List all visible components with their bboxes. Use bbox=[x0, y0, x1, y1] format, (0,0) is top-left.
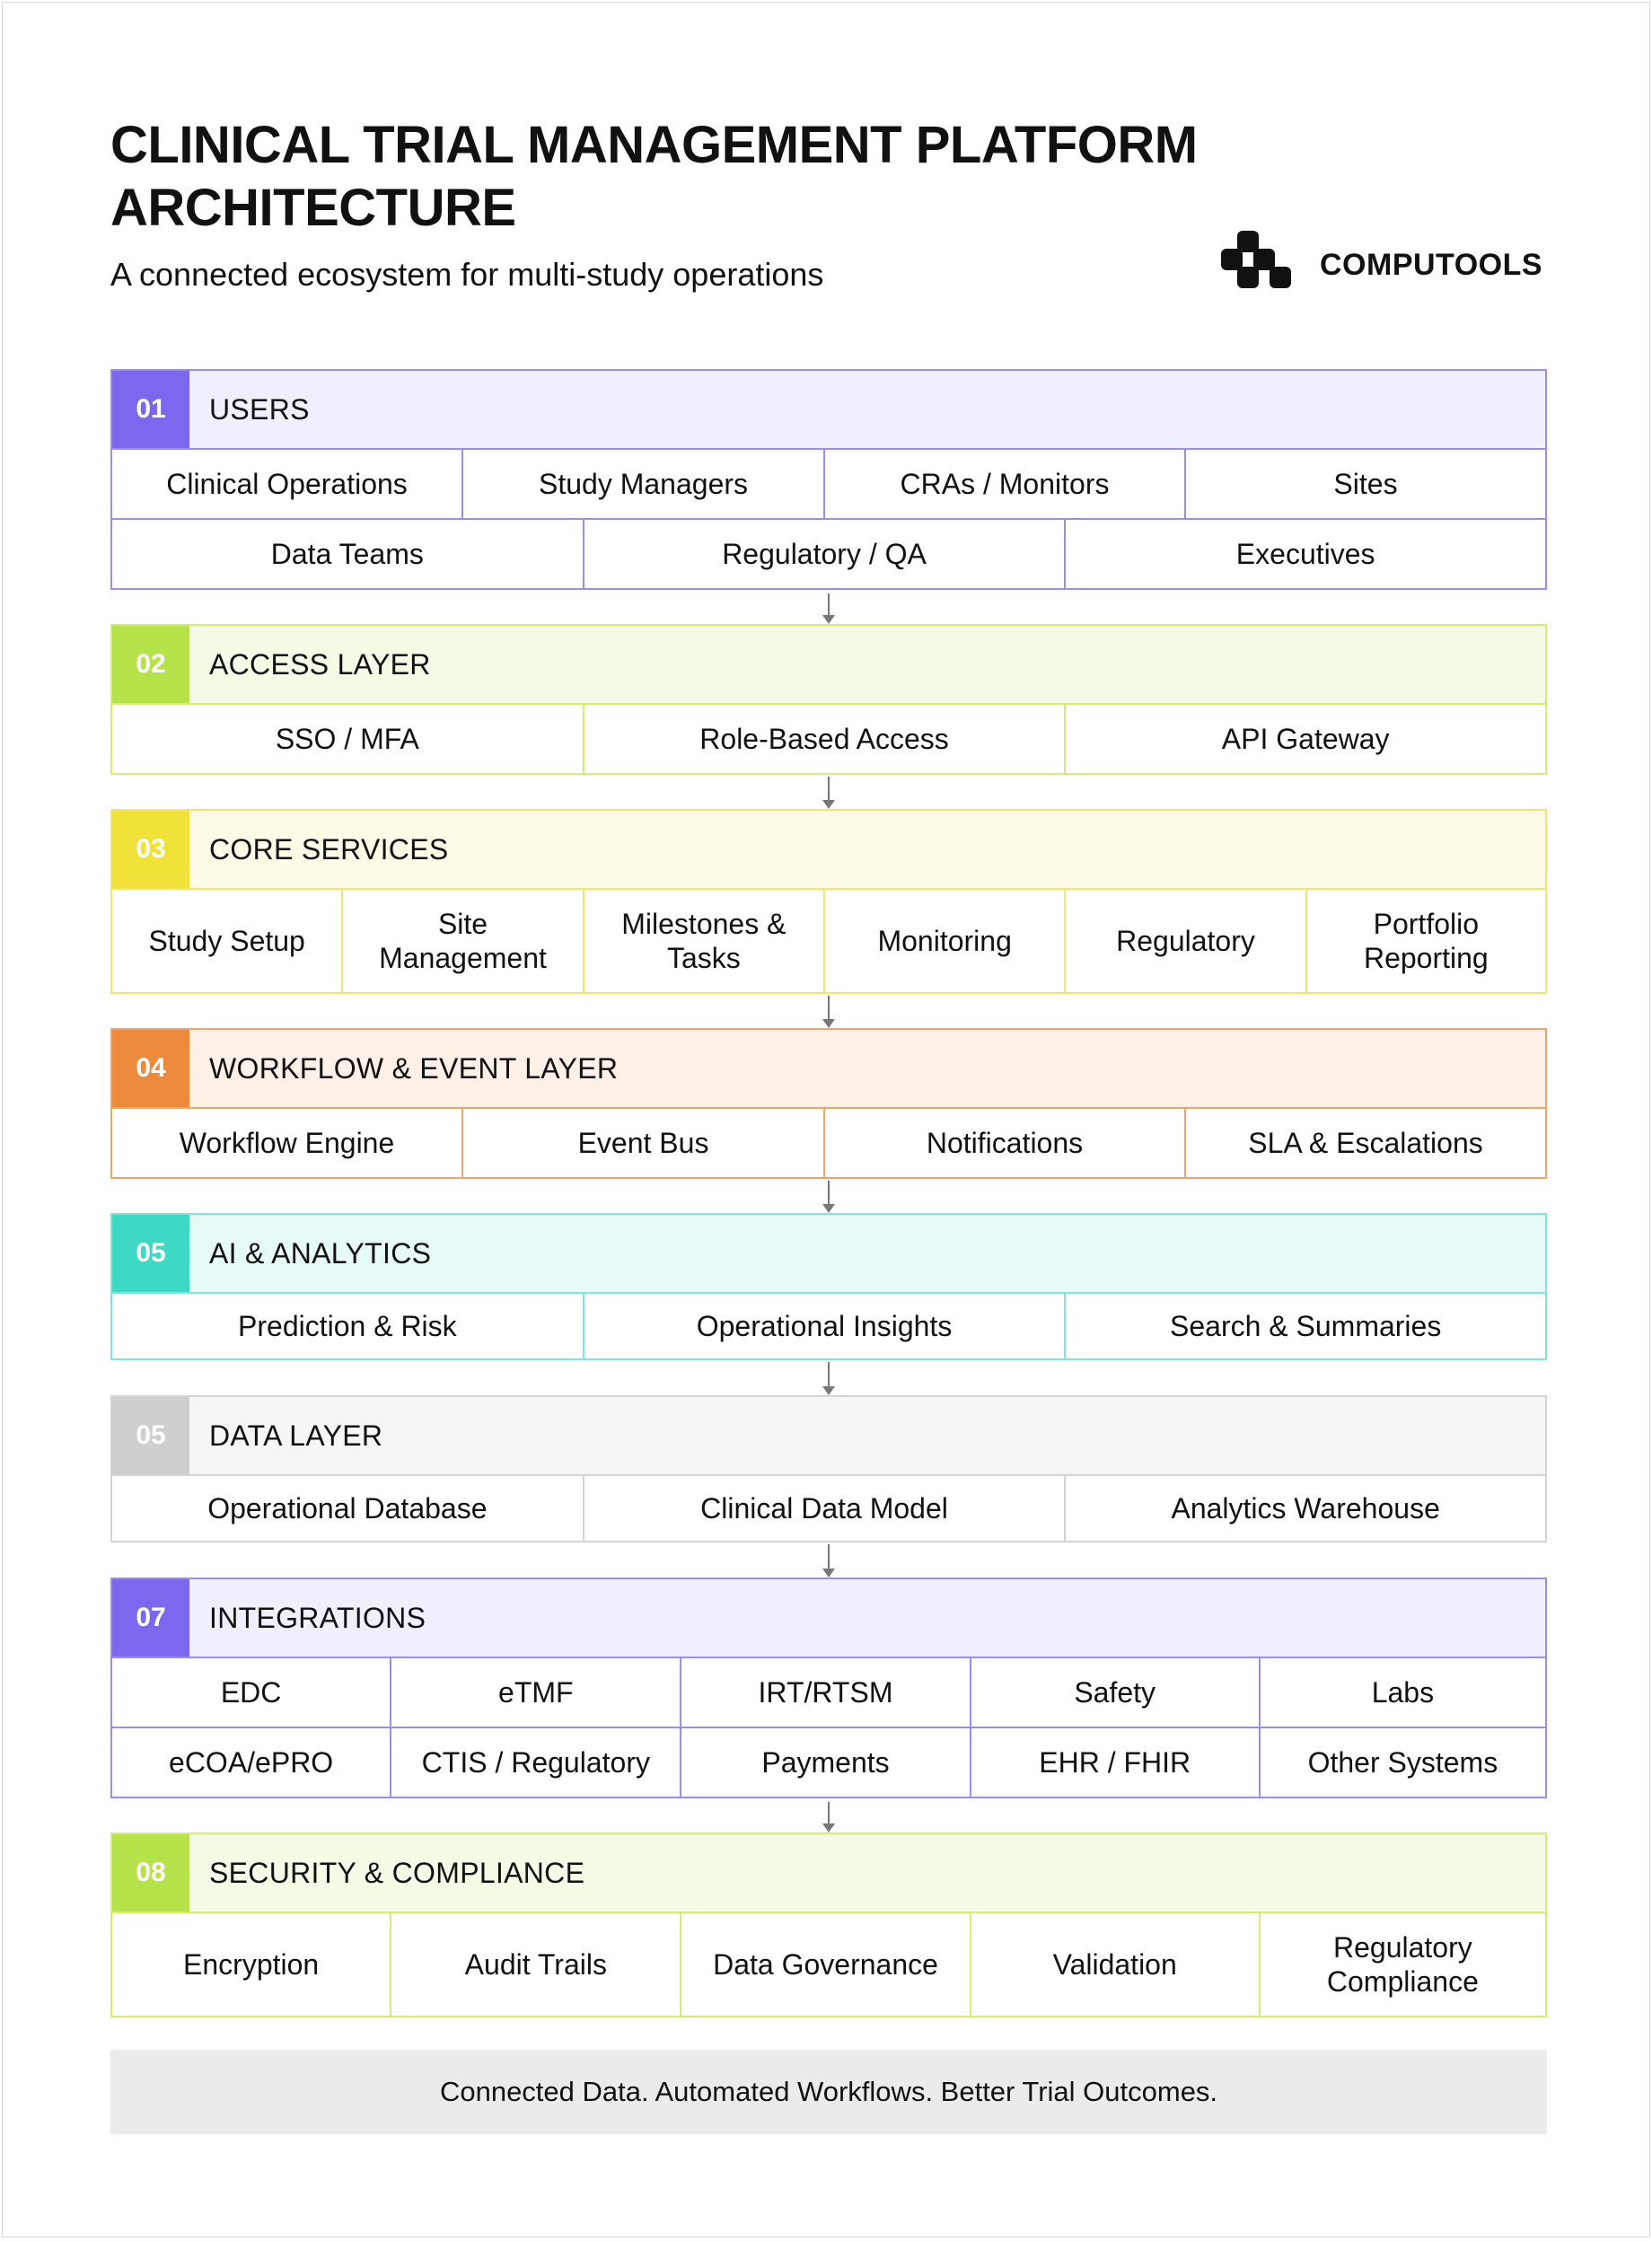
component-cell: Milestones & Tasks bbox=[583, 890, 823, 992]
architecture-poster bbox=[2, 2, 1650, 2237]
component-cell: Study Setup bbox=[148, 925, 305, 957]
flow-arrow bbox=[827, 1362, 830, 1395]
layer-number-badge: 01 bbox=[112, 371, 189, 448]
layer-row bbox=[112, 448, 1545, 518]
component-cell: Analytics Warehouse bbox=[1064, 1476, 1545, 1541]
component-cell: Audit Trails bbox=[390, 1913, 680, 2016]
layer-header bbox=[112, 1030, 1545, 1107]
layer-number-badge: 03 bbox=[112, 811, 189, 888]
component-cell: Event Bus bbox=[461, 1109, 823, 1177]
flow-arrow bbox=[827, 1181, 830, 1213]
component-cell: SLA & Escalations bbox=[1184, 1109, 1545, 1177]
component-cell: Regulatory bbox=[1064, 890, 1305, 992]
component-cell: Role-Based Access bbox=[583, 705, 1065, 773]
layer-number-badge: 05 bbox=[112, 1397, 189, 1474]
component-cell: Search & Summaries bbox=[1064, 1294, 1545, 1358]
computools-logo-icon bbox=[1219, 229, 1305, 301]
component-cell: Study Managers bbox=[461, 450, 823, 518]
layer-row bbox=[112, 1727, 1545, 1797]
component-cell: Data Governance bbox=[680, 1913, 969, 2016]
flow-arrow bbox=[827, 1802, 830, 1832]
layer-row bbox=[112, 1107, 1545, 1177]
flow-arrow bbox=[827, 777, 830, 809]
component-cell: Regulatory Compliance bbox=[1259, 1913, 1545, 2016]
component-cell: API Gateway bbox=[1064, 705, 1545, 773]
flow-arrow bbox=[827, 996, 830, 1028]
page-title: CLINICAL TRIAL MANAGEMENT PLATFORM ARCHITECTURE bbox=[110, 116, 1198, 237]
layer-integrations bbox=[110, 1577, 1547, 1798]
layer-row bbox=[112, 1474, 1545, 1541]
component-cell: CRAs / Monitors bbox=[823, 450, 1184, 518]
component-cell: Data Teams bbox=[270, 538, 424, 570]
component-cell: Executives bbox=[1064, 520, 1545, 588]
layer-number-badge: 02 bbox=[112, 626, 189, 703]
layer-number-badge: 05 bbox=[112, 1215, 189, 1292]
component-cell: CTIS / Regulatory bbox=[390, 1728, 680, 1797]
layer-number-badge: 08 bbox=[112, 1834, 189, 1911]
layer-users bbox=[110, 369, 1547, 590]
component-cell: Other Systems bbox=[1259, 1728, 1545, 1797]
component-cell: Notifications bbox=[823, 1109, 1184, 1177]
layer-row bbox=[112, 703, 1545, 773]
component-cell: Prediction & Risk bbox=[238, 1310, 457, 1342]
component-cell: Payments bbox=[680, 1728, 969, 1797]
layer-row bbox=[112, 1911, 1545, 2016]
layer-access-layer bbox=[110, 624, 1547, 775]
layer-title: SECURITY & COMPLIANCE bbox=[209, 1856, 585, 1889]
layer-title: USERS bbox=[209, 392, 310, 426]
layer-number-badge: 07 bbox=[112, 1579, 189, 1657]
component-cell: Sites bbox=[1184, 450, 1545, 518]
layer-header bbox=[112, 371, 1545, 448]
component-cell: Encryption bbox=[183, 1948, 320, 1981]
component-cell: eCOA/ePRO bbox=[169, 1746, 334, 1779]
layer-ai-analytics bbox=[110, 1213, 1547, 1360]
computools-logo bbox=[1219, 229, 1551, 301]
layer-header bbox=[112, 1834, 1545, 1911]
flow-arrow bbox=[827, 593, 830, 624]
component-cell: EHR / FHIR bbox=[970, 1728, 1259, 1797]
layer-row bbox=[112, 1657, 1545, 1727]
layer-row bbox=[112, 888, 1545, 992]
layer-row bbox=[112, 518, 1545, 588]
layer-data-layer bbox=[110, 1395, 1547, 1542]
component-cell: EDC bbox=[220, 1676, 282, 1709]
component-cell: SSO / MFA bbox=[275, 723, 419, 755]
component-cell: eTMF bbox=[390, 1658, 680, 1727]
layer-header bbox=[112, 626, 1545, 703]
layer-header bbox=[112, 1579, 1545, 1657]
layer-core-services bbox=[110, 809, 1547, 994]
layer-title: WORKFLOW & EVENT LAYER bbox=[209, 1051, 619, 1085]
component-cell: IRT/RTSM bbox=[680, 1658, 969, 1727]
layer-header bbox=[112, 1397, 1545, 1474]
layer-header bbox=[112, 811, 1545, 888]
layer-row bbox=[112, 1292, 1545, 1358]
component-cell: Operational Database bbox=[207, 1492, 488, 1525]
layer-header bbox=[112, 1215, 1545, 1292]
logo-text: COMPUTOOLS bbox=[1320, 247, 1543, 282]
component-cell: Clinical Data Model bbox=[583, 1476, 1065, 1541]
layer-workflow-event-layer bbox=[110, 1028, 1547, 1179]
component-cell: Portfolio Reporting bbox=[1305, 890, 1545, 992]
footer-tagline: Connected Data. Automated Workflows. Better Trial Outcomes. bbox=[110, 2050, 1547, 2134]
component-cell: Clinical Operations bbox=[166, 468, 408, 500]
component-cell: Workflow Engine bbox=[179, 1127, 395, 1159]
layer-title: AI & ANALYTICS bbox=[209, 1236, 432, 1270]
layer-security-compliance bbox=[110, 1832, 1547, 2017]
component-cell: Labs bbox=[1259, 1658, 1545, 1727]
layer-title: INTEGRATIONS bbox=[209, 1601, 426, 1634]
component-cell: Safety bbox=[970, 1658, 1259, 1727]
component-cell: Regulatory / QA bbox=[583, 520, 1065, 588]
component-cell: Validation bbox=[970, 1913, 1259, 2016]
layer-title: CORE SERVICES bbox=[209, 832, 449, 866]
page-subtitle: A connected ecosystem for multi-study operations bbox=[110, 256, 824, 293]
flow-arrow bbox=[827, 1544, 830, 1577]
layer-title: DATA LAYER bbox=[209, 1419, 383, 1452]
layer-title: ACCESS LAYER bbox=[209, 647, 431, 681]
component-cell: Operational Insights bbox=[583, 1294, 1065, 1358]
component-cell: Monitoring bbox=[823, 890, 1064, 992]
layer-number-badge: 04 bbox=[112, 1030, 189, 1107]
component-cell: Site Management bbox=[341, 890, 582, 992]
